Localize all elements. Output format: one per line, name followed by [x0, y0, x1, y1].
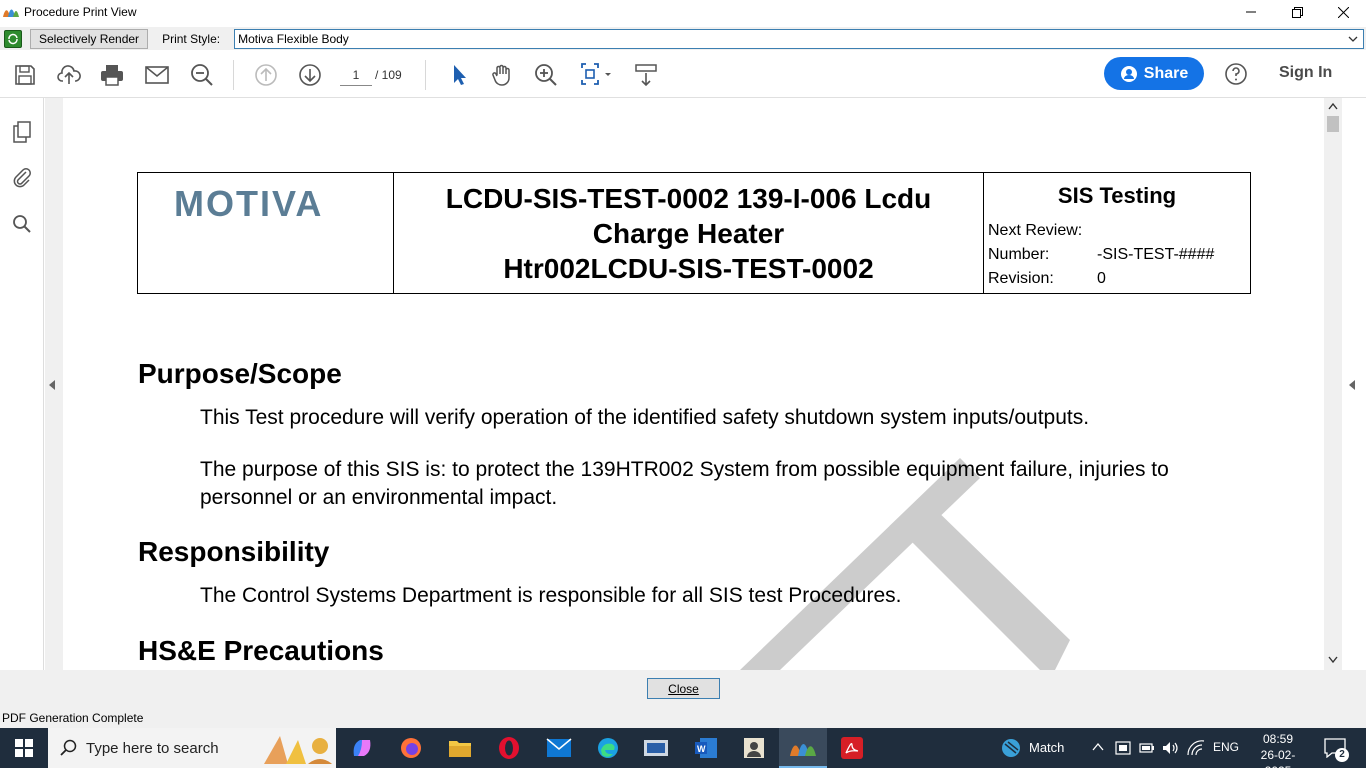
restore-icon [1292, 7, 1303, 18]
share-person-icon [1120, 65, 1138, 83]
number-value: -SIS-TEST-#### [1097, 246, 1215, 263]
close-window-button[interactable] [1320, 0, 1366, 24]
battery-icon[interactable] [1139, 741, 1155, 755]
contacts-icon[interactable] [738, 732, 770, 764]
collapse-left-icon[interactable] [48, 378, 56, 396]
previous-page-icon[interactable] [253, 62, 279, 88]
sign-in-link[interactable]: Sign In [1279, 64, 1333, 81]
title-line: LCDU-SIS-TEST-0002 139-I-006 Lcdu [445, 182, 932, 214]
copilot-icon[interactable] [346, 732, 378, 764]
vertical-scrollbar[interactable] [1326, 98, 1340, 670]
close-button[interactable]: Close [647, 678, 720, 699]
page-number-input[interactable]: 1 [340, 64, 372, 86]
title-bar [0, 0, 1366, 24]
close-icon [1338, 7, 1349, 18]
save-icon[interactable] [12, 62, 38, 88]
clock[interactable] [1248, 731, 1308, 779]
windows-taskbar [0, 728, 1366, 778]
section-heading: HS&E Precautions [138, 635, 384, 666]
notification-badge: 2 [1335, 748, 1349, 762]
wifi-icon[interactable] [1187, 740, 1205, 756]
hand-pan-icon[interactable] [489, 62, 515, 88]
meta-cell [984, 173, 1250, 293]
select-cursor-icon[interactable] [446, 62, 472, 88]
motiva-logo: MOTIVA [174, 183, 324, 224]
file-explorer-icon[interactable] [444, 732, 476, 764]
print-style-value: Motiva Flexible Body [238, 31, 349, 46]
render-bar [0, 27, 1366, 50]
document-header-table [137, 172, 1251, 294]
section-paragraph: The Control Systems Department is responsible for all SIS test Procedures. [200, 584, 902, 607]
word-icon[interactable] [690, 732, 722, 764]
weather-label[interactable]: Match [1029, 740, 1065, 755]
print-icon[interactable] [99, 62, 125, 88]
minimize-button[interactable] [1228, 0, 1274, 24]
page-total: / 109 [375, 68, 402, 82]
zoom-out-icon[interactable] [189, 62, 215, 88]
upload-cloud-icon[interactable] [56, 62, 82, 88]
opera-icon[interactable] [493, 732, 525, 764]
status-bar: PDF Generation Complete [0, 706, 1366, 728]
print-style-label: Print Style: [162, 31, 221, 46]
windows-logo-icon [15, 739, 33, 757]
taskbar-search[interactable] [48, 728, 336, 768]
revision-value: 0 [1097, 270, 1106, 287]
minimize-icon [1246, 7, 1256, 17]
scrollbar-thumb[interactable] [1327, 116, 1339, 132]
section-paragraph: The purpose of this SIS is: to protect the 139HTR002 System from possible equipment failure, injuries to personnel or an environmental impact. [200, 458, 1169, 509]
search-icon [60, 739, 78, 757]
clock-time: 08:59 [1262, 732, 1294, 746]
left-rail [0, 98, 44, 670]
next-review-label: Next Review: [988, 222, 1083, 239]
scroll-mode-icon[interactable] [633, 62, 659, 88]
restore-button[interactable] [1274, 0, 1320, 24]
print-style-select[interactable] [234, 29, 1364, 49]
share-label: Share [1143, 64, 1189, 82]
start-button[interactable] [0, 728, 48, 768]
title-line: Htr002LCDU-SIS-TEST-0002 [503, 252, 874, 284]
help-icon[interactable] [1224, 62, 1248, 91]
search-placeholder: Type here to search [86, 739, 219, 757]
window-title: Procedure Print View [24, 5, 137, 19]
language-indicator[interactable]: ENG [1213, 740, 1240, 754]
mail-icon[interactable] [543, 732, 575, 764]
app-icon [2, 5, 20, 19]
chevron-up-icon[interactable] [1092, 742, 1104, 752]
weather-icon[interactable] [1000, 738, 1022, 758]
section-heading: Responsibility [138, 536, 330, 567]
remote-tool-icon[interactable] [640, 732, 672, 764]
procedure-app-icon[interactable] [787, 732, 819, 764]
fit-page-icon[interactable] [579, 62, 613, 88]
scroll-down-icon[interactable] [1328, 656, 1338, 664]
scroll-up-icon[interactable] [1328, 102, 1338, 110]
logo-cell [138, 173, 394, 293]
title-cell [394, 173, 984, 293]
collapse-right-icon[interactable] [1348, 378, 1356, 396]
section-heading: Purpose/Scope [138, 358, 342, 389]
tray-app-icon[interactable] [1115, 740, 1131, 756]
toolbar-divider [233, 60, 234, 90]
volume-icon[interactable] [1162, 740, 1180, 756]
pages-thumbnails-icon[interactable] [10, 120, 34, 144]
category-title: SIS Testing [1057, 183, 1177, 208]
zoom-in-icon[interactable] [533, 62, 559, 88]
share-button[interactable] [1104, 57, 1204, 90]
edge-icon[interactable] [592, 732, 624, 764]
search-highlight-icon [258, 730, 334, 766]
attachment-icon[interactable] [10, 165, 34, 189]
revision-label: Revision: [988, 270, 1054, 287]
email-icon[interactable] [144, 62, 170, 88]
firefox-icon[interactable] [395, 732, 427, 764]
chevron-down-icon [1347, 33, 1359, 45]
title-line: Charge Heater [592, 217, 785, 249]
selectively-render-button[interactable]: Selectively Render [30, 29, 148, 49]
section-paragraph: This Test procedure will verify operation of the identified safety shutdown system inputs/outputs. [200, 406, 1090, 429]
document-title [446, 181, 931, 286]
search-icon[interactable] [10, 212, 34, 236]
clock-date: 26-02-2025 [1260, 748, 1296, 778]
next-page-icon[interactable] [297, 62, 323, 88]
refresh-render-icon[interactable] [4, 30, 22, 48]
acrobat-icon[interactable] [836, 732, 868, 764]
toolbar-divider [425, 60, 426, 90]
number-label: Number: [988, 246, 1050, 263]
svg-text:W: W [697, 744, 706, 754]
